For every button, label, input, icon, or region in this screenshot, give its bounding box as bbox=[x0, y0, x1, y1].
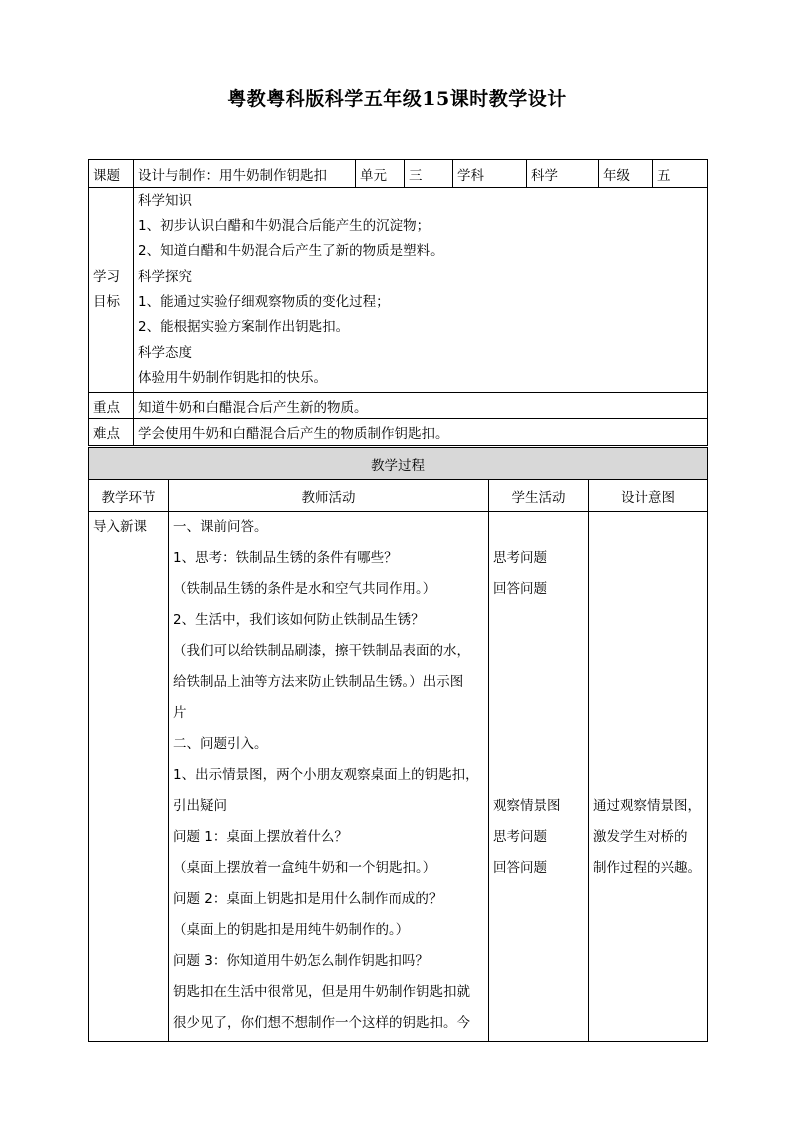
col-teacher: 教师活动 bbox=[169, 480, 489, 512]
stage-cell: 导入新课 bbox=[89, 512, 169, 1042]
process-heading: 教学过程 bbox=[89, 448, 708, 480]
topic-value: 设计与制作：用牛奶制作钥匙扣 bbox=[134, 160, 356, 188]
page-title: 粤教粤科版科学五年级15课时教学设计 bbox=[227, 88, 567, 110]
difficulty-label: 难点 bbox=[89, 419, 134, 446]
goals-label: 学习 目标 bbox=[89, 188, 134, 393]
student-activity: 思考问题 回答问题 观察情景图 思考问题 回答问题 bbox=[489, 512, 589, 1042]
header-row bbox=[89, 160, 708, 188]
grade-value: 五 bbox=[653, 160, 708, 188]
goals-row bbox=[89, 188, 708, 393]
difficulty-row bbox=[89, 419, 708, 446]
teacher-activity: 一、课前问答。 1、思考：铁制品生锈的条件有哪些？ （铁制品生锈的条件是水和空气共同作用。） 2、生活中，我们该如何防止铁制品生锈？ （我们可以给铁制品刷漆，擦干铁制品表面的水， 给铁制品上油等方法来防止铁制品生锈。）出示图 片 二、问题引入。 1、出示情景图，两个小朋友观察桌面上的钥匙扣， 引出疑问 问题 1：桌面上摆放着什么？ （桌面上摆放着一盒纯牛奶和一个钥匙扣。） 问题 2：桌面上钥匙扣是用什么制作而成的？ （桌面上的钥匙扣是用纯牛奶制作的。） 问题 3：你知道用牛奶怎么制作钥匙扣吗？ 钥匙扣在生活中很常见，但是用牛奶制作钥匙扣就 很少见了，你们想不想制作一个这样的钥匙扣。今 bbox=[169, 512, 489, 1042]
key-point-row bbox=[89, 393, 708, 419]
difficulty-text: 学会使用牛奶和白醋混合后产生的物质制作钥匙扣。 bbox=[134, 419, 708, 446]
key-point-label: 重点 bbox=[89, 393, 134, 419]
process-table bbox=[88, 447, 708, 1042]
process-header-row bbox=[89, 480, 708, 512]
design-intent: 通过观察情景图， 激发学生对桥的 制作过程的兴趣。 bbox=[589, 512, 708, 1042]
info-table bbox=[88, 159, 708, 446]
topic-label: 课题 bbox=[89, 160, 134, 188]
col-design: 设计意图 bbox=[589, 480, 708, 512]
col-student: 学生活动 bbox=[489, 480, 589, 512]
grade-label: 年级 bbox=[599, 160, 653, 188]
col-stage: 教学环节 bbox=[89, 480, 169, 512]
unit-value: 三 bbox=[405, 160, 453, 188]
key-point-text: 知道牛奶和白醋混合后产生新的物质。 bbox=[134, 393, 708, 419]
subject-value: 科学 bbox=[527, 160, 599, 188]
process-row bbox=[89, 512, 708, 1042]
subject-label: 学科 bbox=[453, 160, 527, 188]
unit-label: 单元 bbox=[356, 160, 405, 188]
goals-content: 科学知识 1、初步认识白醋和牛奶混合后能产生的沉淀物； 2、知道白醋和牛奶混合后产生了新的物质是塑料。 科学探究 1、能通过实验仔细观察物质的变化过程； 2、能根据实验方案制作出钥匙扣。 科学态度 体验用牛奶制作钥匙扣的快乐。 bbox=[134, 188, 708, 393]
